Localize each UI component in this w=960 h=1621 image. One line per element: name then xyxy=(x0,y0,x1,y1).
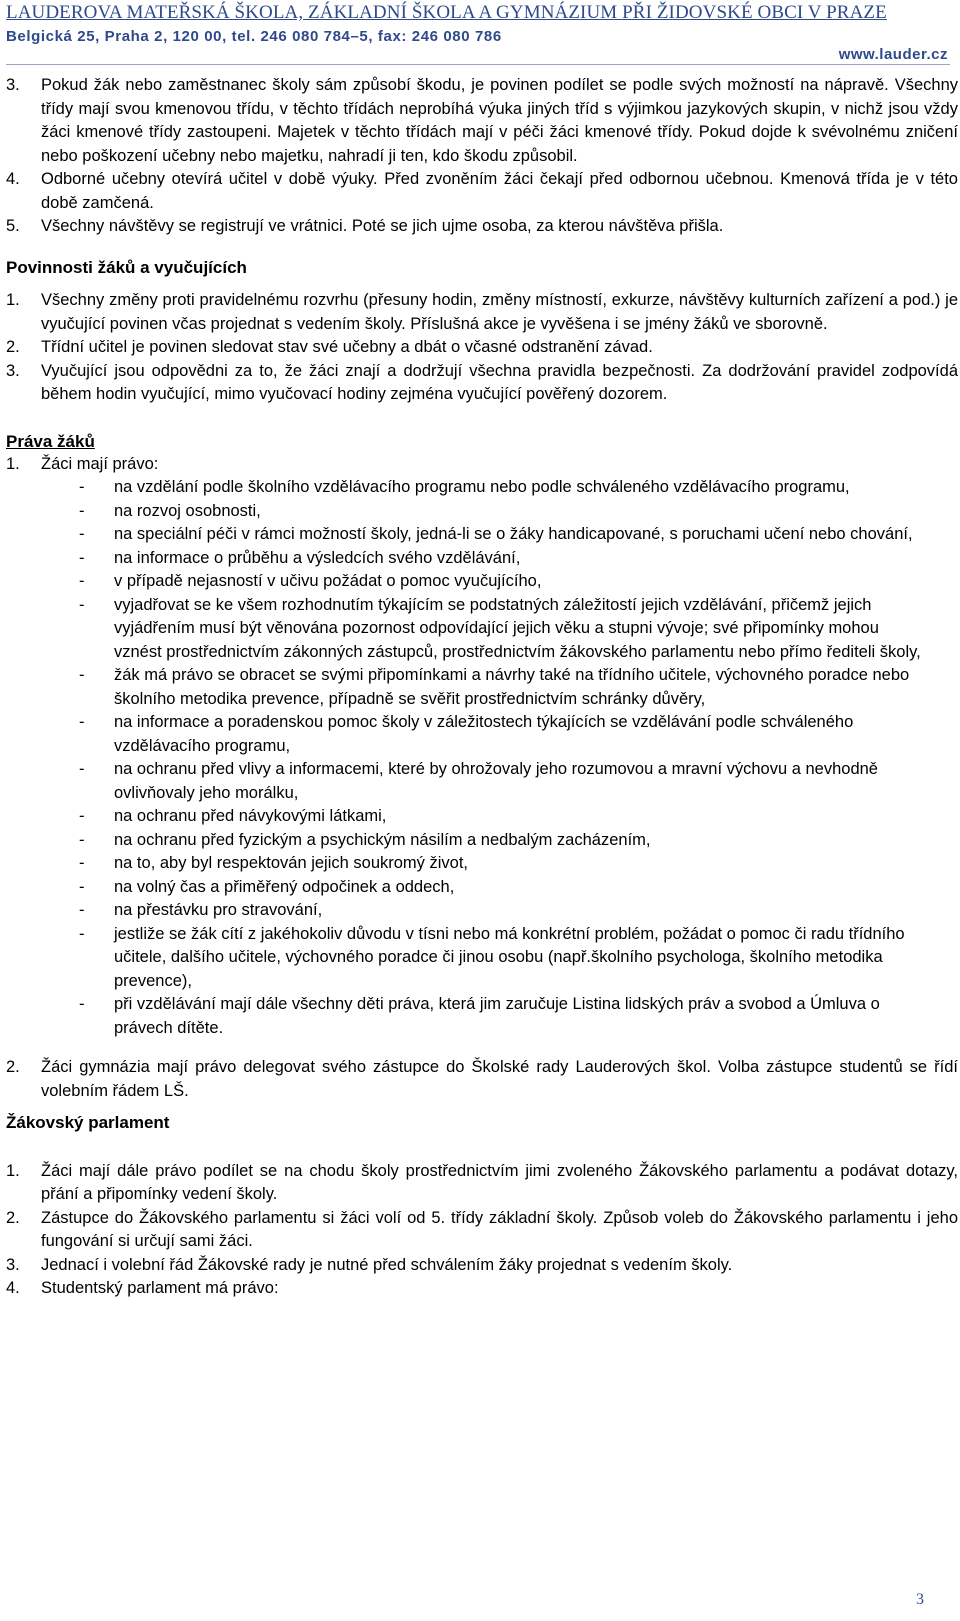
bullet-item: - na vzdělání podle školního vzdělávacího programu nebo podle schváleného vzdělávacího programu, xyxy=(79,478,850,496)
bullet-item: - na informace a poradenskou pomoc školy v záležitostech týkajících se vzdělávání podle schváleného vzdělávacího programu, xyxy=(79,713,854,755)
bullet-item: - jestliže se žák cítí z jakéhokoliv důvodu v tísni nebo má konkrétní problém, požádat o pomoc či radu třídního učitele, dalšího učitele, výchovného poradce či jinou osobu (např.školního psychologa, školního metodika prevence), xyxy=(79,924,905,990)
school-name: LAUDEROVA MATEŘSKÁ ŠKOLA, ZÁKLADNÍ ŠKOLA A GYMNÁZIUM PŘI ŽIDOVSKÉ OBCI V PRAZE xyxy=(6,2,887,23)
parliament-heading: Žákovský parlament xyxy=(6,1113,170,1132)
header-divider xyxy=(6,64,950,65)
bullet-item: - žák má právo se obracet se svými připomínkami a návrhy také na třídního učitele, výchovného poradce nebo školního metodika prevence, případně se svěřit prostřednictvím schránky důvěry, xyxy=(79,666,910,708)
page-header xyxy=(6,0,946,45)
list-item: 1. Žáci mají právo: xyxy=(6,454,159,473)
bullet-item: - vyjadřovat se ke všem rozhodnutím týkajícím se podstatných záležitostí jejich vzdělávání, přičemž jejich vyjádřením musí být věnována pozornost odpovídající jejich věku a stupni vývoje; své připomínky mohou vznést prostřednictvím zákonných zástupců, prostřednictvím žákovského parlamentu nebo přímo řediteli školy, xyxy=(79,595,921,661)
list-item: 1. Žáci mají dále právo podílet se na chodu školy prostřednictvím jimi zvoleného Žákovského parlamentu a podávat dotazy, přání a připomínky vedení školy. xyxy=(6,1161,958,1203)
rights-heading: Práva žáků xyxy=(6,431,95,451)
school-address: Belgická 25, Praha 2, 120 00, tel. 246 080 784–5, fax: 246 080 786 xyxy=(6,28,502,45)
website-link[interactable]: www.lauder.cz xyxy=(838,46,948,63)
list-item: 2. Zástupce do Žákovského parlamentu si žáci volí od 5. třídy základní školy. Způsob voleb do Žákovského parlamentu i jeho fungování si určují sami žáci. xyxy=(6,1208,958,1250)
parliament-list xyxy=(6,1160,958,1301)
bullet-item: - na informace o průběhu a výsledcích svého vzdělávání, xyxy=(79,548,521,567)
duties-heading: Povinnosti žáků a vyučujících xyxy=(6,257,247,277)
list-item: 1. Všechny změny proti pravidelnému rozvrhu (přesuny hodin, změny místností, exkurze, návštěvy kulturních zařízení a pod.) je vyučující povinen včas projednat s vedením školy. Příslušná akce je vyvěšena i se jmény žáků ve sborovně. xyxy=(6,291,958,333)
bullet-item: - na to, aby byl respektován jejich soukromý život, xyxy=(79,854,469,872)
rights-list xyxy=(6,453,958,477)
intro-list xyxy=(6,74,958,239)
document-body xyxy=(6,74,958,1301)
bullet-item: - na rozvoj osobnosti, xyxy=(79,501,261,520)
bullet-item: - na speciální péči v rámci možností školy, jedná-li se o žáky handicapované, s poruchami učení nebo chování, xyxy=(79,525,913,543)
duties-list xyxy=(6,289,958,407)
list-item: 2. Žáci gymnázia mají právo delegovat svého zástupce do Školské rady Lauderových škol. Volba zástupce studentů se řídí volebním řádem LŠ. xyxy=(6,1058,958,1100)
list-item: 5. Všechny návštěvy se registrují ve vrátnici. Poté se jich ujme osoba, za kterou návštěva přišla. xyxy=(6,217,724,235)
bullet-item: - na přestávku pro stravování, xyxy=(79,901,323,919)
bullet-item: - na ochranu před fyzickým a psychickým násilím a nedbalým zacházením, xyxy=(79,830,651,849)
list-item: 2. Třídní učitel je povinen sledovat stav své učebny a dbát o včasné odstranění závad. xyxy=(6,338,653,356)
rights-list-continued xyxy=(6,1056,958,1103)
list-item: 4. Odborné učebny otevírá učitel v době výuky. Před zvoněním žáci čekají před odbornou učebnou. Kmenová třída je v této době zamčená. xyxy=(6,170,958,212)
page-number: 3 xyxy=(916,1591,924,1608)
spacer xyxy=(6,1040,958,1056)
rights-bullets xyxy=(6,476,958,1040)
bullet-item: - při vzdělávání mají dále všechny děti práva, která jim zaručuje Listina lidských práv a svobod a Úmluva o právech dítěte. xyxy=(79,995,880,1037)
list-item: 3. Jednací i volební řád Žákovské rady je nutné před schválením žáky projednat s vedením školy. xyxy=(6,1255,733,1274)
bullet-item: - na ochranu před vlivy a informacemi, které by ohrožovaly jeho rozumovou a mravní výchovu a nevhodně ovlivňovaly jeho morálku, xyxy=(79,760,878,802)
bullet-item: - na ochranu před návykovými látkami, xyxy=(79,807,387,825)
list-item: 3. Vyučující jsou odpovědni za to, že žáci znají a dodržují všechna pravidla bezpečnosti. Za dodržování pravidel zodpovídá během hodin vyučující, mimo vyučovací hodiny zejména vyučující pověřený dozorem. xyxy=(6,361,958,403)
bullet-item: - na volný čas a přiměřený odpočinek a oddech, xyxy=(79,877,455,896)
bullet-item: - v případě nejasností v učivu požádat o pomoc vyučujícího, xyxy=(79,572,542,590)
list-item: 4. Studentský parlament má právo: xyxy=(6,1279,279,1297)
list-item: 3. Pokud žák nebo zaměstnanec školy sám způsobí škodu, je povinen podílet se podle svých možností na nápravě. Všechny třídy mají svou kmenovou třídu, v těchto třídách neprobíhá výuka jiných tříd s výjimkou jazykových skupin, v nichž jsou vždy žáci kmenové třídy zastoupeni. Majetek v těchto třídách mají v péči žáci kmenové třídy. Pokud dojde k svévolnému zničení nebo poškození učebny nebo majetku, nahradí ji ten, kdo škodu způsobil. xyxy=(6,76,958,165)
